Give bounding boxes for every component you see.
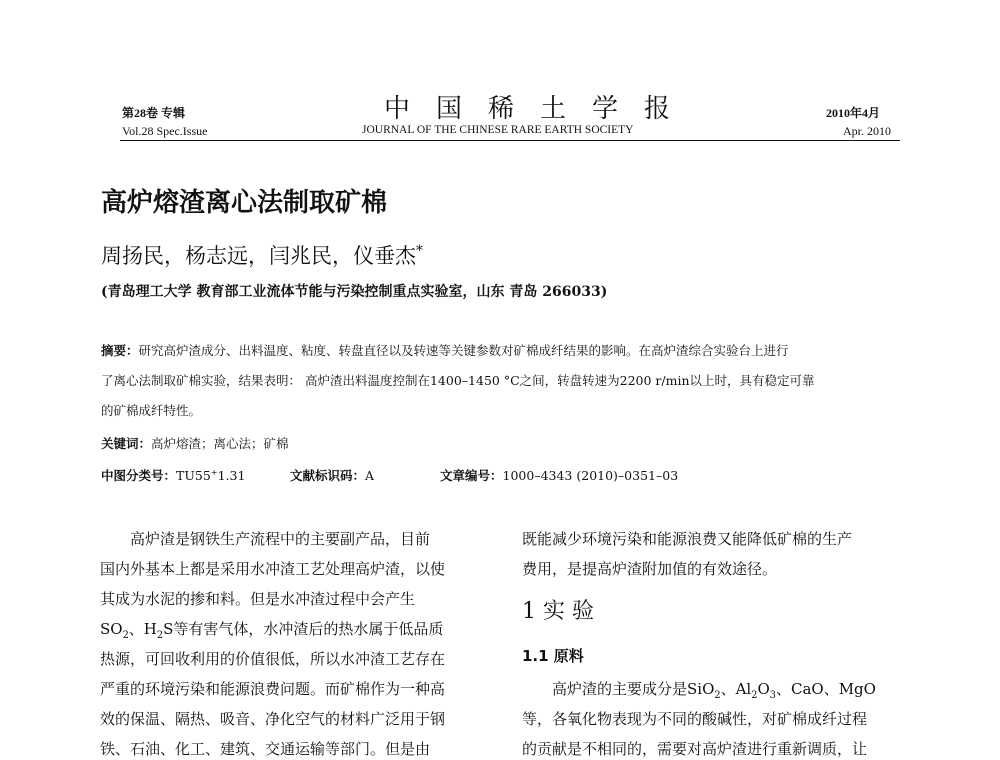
abstract-label: 摘要： (101, 343, 139, 358)
volume-cn: 第28卷 专辑 (122, 106, 186, 120)
clc-field (101, 466, 245, 484)
right-col-line-4: 等，各氧化物表现为不同的酸碱性，对矿棉成纤过程 (522, 710, 868, 728)
keywords-line (101, 434, 289, 452)
doc-code-value: A (365, 468, 375, 483)
volume-en: Vol.28 Spec.Issue (122, 124, 208, 138)
journal-title-cn: 中国稀土学报 (384, 94, 697, 124)
left-col-line-3: 其成为水泥的掺和料。但是水冲渣过程中会产生 (100, 590, 416, 608)
r3-s3: 3 (769, 690, 776, 701)
subsection-heading-materials: 1.1 原料 (522, 647, 584, 665)
journal-title-en: JOURNAL OF THE CHINESE RARE EARTH SOCIETY (362, 124, 634, 136)
right-col-line-1: 既能减少环境污染和能源浪费又能降低矿棉的生产 (522, 530, 853, 548)
r3-end: 、CaO、MgO (775, 680, 876, 698)
article-title: 高炉熔渣离心法制取矿棉 (101, 188, 388, 218)
r3-s1: 2 (714, 690, 721, 701)
l4-so-sub: 2 (122, 630, 129, 641)
abstract-line-3: 的矿棉成纤特性。 (101, 403, 202, 418)
abstract-line-1 (101, 341, 789, 359)
r3-b: O (757, 680, 770, 698)
corresponding-mark: * (416, 243, 423, 259)
clc-post: 1.31 (217, 468, 246, 483)
author-list (101, 240, 423, 270)
right-col-line-5: 的贡献是不相同的，需要对高炉渣进行重新调质，让 (522, 740, 868, 758)
r3-pre: 高炉渣的主要成分是SiO (552, 680, 715, 698)
keywords-text: 高炉熔渣；离心法；矿棉 (151, 436, 289, 451)
authors-text: 周扬民，杨志远，闫兆民，仪垂杰 (101, 244, 416, 268)
left-col-line-4 (100, 618, 443, 641)
keywords-label: 关键词： (101, 436, 152, 451)
r3-s2: 2 (751, 690, 758, 701)
article-no-field (440, 466, 678, 484)
left-col-line-1: 高炉渣是钢铁生产流程中的主要副产品，目前 (130, 530, 431, 548)
article-no-label: 文章编号： (440, 468, 503, 483)
l4-h-sub: 2 (156, 630, 164, 641)
left-col-line-8: 铁、石油、化工、建筑、交通运输等部门。但是由 (100, 740, 431, 758)
left-col-line-7: 效的保温、隔热、吸音、净化空气的材料广泛用于钢 (100, 710, 446, 728)
left-col-line-5: 热源，可回收利用的价值很低，所以水冲渣工艺存在 (100, 650, 446, 668)
right-col-line-3 (552, 678, 876, 701)
article-no-value: 1000–4343 (2010)–0351–03 (502, 468, 679, 483)
date-cn: 2010年4月 (826, 106, 881, 120)
abstract-line-2: 了离心法制取矿棉实验，结果表明： 高炉渣出料温度控制在1400–1450 °C之间，转盘转速为2200 r/min以上时，具有稳定可靠 (101, 373, 815, 388)
left-col-line-2: 国内外基本上都是采用水冲渣工艺处理高炉渣，以使 (100, 560, 446, 578)
section-heading-experiment: 1 实 验 (522, 599, 594, 624)
l4-so: SO (100, 620, 123, 638)
abstract-text-1: 研究高炉渣成分、出料温度、粘度、转盘直径以及转速等关键参数对矿棉成纤结果的影响。在高炉渣综合实验台上进行 (138, 343, 789, 358)
affiliation: (青岛理工大学 教育部工业流体节能与污染控制重点实验室，山东 青岛 266033) (101, 284, 608, 300)
date-en: Apr. 2010 (843, 124, 891, 138)
clc-pre: TU55 (176, 468, 211, 483)
doc-code-field (290, 466, 374, 484)
left-col-line-6: 严重的环境污染和能源浪费问题。而矿棉作为一种高 (100, 680, 446, 698)
masthead-rule (120, 140, 900, 141)
l4-end: S等有害气体，水冲渣后的热水属于低品质 (163, 620, 444, 638)
r3-a: 、Al (720, 680, 752, 698)
l4-mid: 、H (128, 620, 157, 638)
clc-label: 中图分类号： (101, 468, 177, 483)
doc-code-label: 文献标识码： (290, 468, 366, 483)
right-col-line-2: 费用，是提高炉渣附加值的有效途径。 (522, 560, 778, 578)
clc-sup: + (210, 466, 218, 477)
